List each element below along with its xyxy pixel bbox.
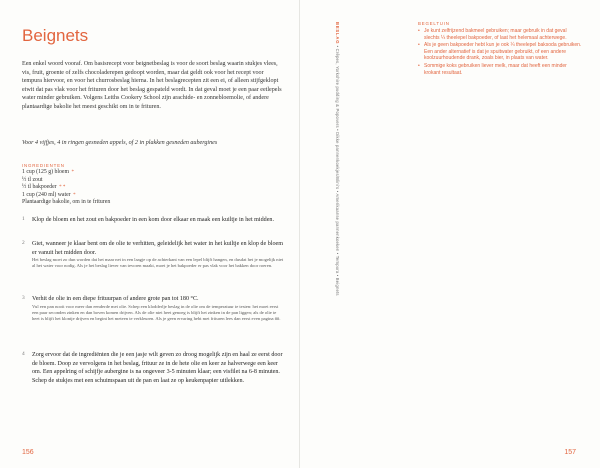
tip-item: • Je kunt zelfrijzend bakmeel gebruiken; maar gebruik in dat geval slechts ¼ theelepel bakpoeder, of laat het helemaal achterwege. [418, 28, 567, 41]
step-instruction: Zorg ervoor dat de ingrediënten die je een jasje wilt geven zo droog mogelijk zijn en haal ze eerst door de bloem. Doop ze vervolgens in het beslag, frituur ze in de hete olie en keer ze halverwege een keer om. Een appelring of schijfje aubergine is na ongeveer 3-5 minuten klaar; een visfilet na 6-8 minuten. Schep de stukjes met een schuimspaan uit de pan en laat ze op keukenpapier uitlekken. [32, 352, 283, 384]
tips-box [418, 21, 582, 77]
ingredient-item: Plantaardige bakolie, om in te frituren [22, 199, 111, 205]
step-instruction: Klop de bloem en het zout en bakpoeder in een kom door elkaar en maak een kuiltje in het midden. [32, 217, 274, 223]
intro-paragraph: Een enkel woord vooraf. Om basisrecept voor beignetbeslag is voor de soort beslag waarin stukjes vlees, vis, fruit, groente of zelfs chocoladerepen gedoopt worden, maar dat geldt ook voor het recept voor tempura hiervoor, en voor het churrosbeslag hierna. In het beslagrecepten zit een ei, of alleen stijfgeklopt eiwit dat pas vlak voor het frituren door het beslag gespateld wordt. In dat geval moet je een paar eetlepels water minder gebruiken. Volgens Leiths Cookery School zijn arachide- en zonnebloemolie, of andere plantaardige bakolie het meest geschikt om in te frituren. [22, 61, 282, 110]
chapter-navigation-text [335, 22, 340, 296]
method-step-1 [22, 216, 284, 225]
ingredient-item: 1 cup (240 ml) water * [22, 191, 76, 198]
serving-note: Voor 4 vijfjes, 4 in ringen gesneden appels, of 2 in plakken gesneden aubergines [22, 140, 218, 146]
step-number: 2 [22, 240, 25, 246]
chapter-label: BESLAG [335, 22, 340, 45]
tip-item: • Sommige koks gebruiken liever melk, maar dat heeft een minder krokant resultaat. [418, 62, 567, 76]
chapter-navigation [335, 22, 346, 322]
tip-item: • Als je geen bakpoeder hebt kun je ook ¼ theelepel baksoda gebruiken. Een ander alternatief is dat je spuitwater gebruikt, of een andere koolzuurhoudende drank, zoals bier, in plaats van water. [418, 42, 582, 62]
tips-heading: BEGELTUIN [418, 21, 450, 26]
ingredients-heading: INGREDIENTEN [22, 163, 65, 168]
bullet-icon: • [418, 42, 420, 49]
ingredient-marker: * * [59, 185, 66, 190]
right-page [300, 0, 600, 468]
ingredient-item: ½ tl zout [22, 176, 43, 183]
step-number: 4 [22, 351, 25, 357]
method-step-2 [22, 240, 284, 269]
chapter-recipe-list: • Crêpes, Yorkshire pudding & Popovers • Dikke pannenkoekjes/Blini's • Amerikaanse pannenkoeken • Tempura • Beignets [335, 45, 340, 296]
step-note: Het beslag moet zo dun worden dat het maar net in een laagje op de achterkant van een lepel blijft hangen, en dusdat het je mogelijk niet al het water voor nodig. Als je het beslag liever van tevoren maakt, moet je het bakpoeder er pas vlak voor het bakken door roeren. [32, 257, 284, 269]
step-instruction: Giet, wanneer je klaar bent om de olie te verhitten, geleidelijk het water in het kuiltje en klop de bloem er vanuit het midden door. [32, 241, 283, 256]
method-step-4 [22, 351, 284, 385]
page-number-right: 157 [564, 449, 576, 456]
step-note: Vul een pan nooit voor meer dan eenderde met olie. Schep een klodderlje beslag in de olie om de temperatuur te testen: het moet eerst een paar seconden zinken en dan boven komen drijven. Als de olie niet heet genoeg is blijft het zinken in de pan liggen; als de olie te heet is blijft het klontje drijven en begint het meteen te verkleuren. Als je geen ervaring hebt met frituren lees dan eerst even pagina ##. [32, 303, 281, 321]
step-number: 1 [22, 216, 25, 222]
ingredient-item: 1 cup (125 g) bloem * [22, 169, 74, 175]
ingredient-marker: * [73, 192, 76, 198]
bullet-icon: • [418, 28, 420, 34]
recipe-title: Beignets [22, 26, 89, 45]
ingredient-item: ½ tl bakpoeder * * [22, 184, 66, 190]
ingredient-marker: * [71, 170, 74, 175]
method-step-3 [22, 295, 284, 322]
page-number-left: 156 [22, 449, 34, 456]
step-instruction: Verhit de olie in een diepe frituurpan of andere grote pan tot 180 °C. [32, 296, 199, 302]
ingredients-list [22, 169, 111, 207]
step-number: 3 [22, 295, 25, 301]
bullet-icon: • [418, 62, 420, 69]
